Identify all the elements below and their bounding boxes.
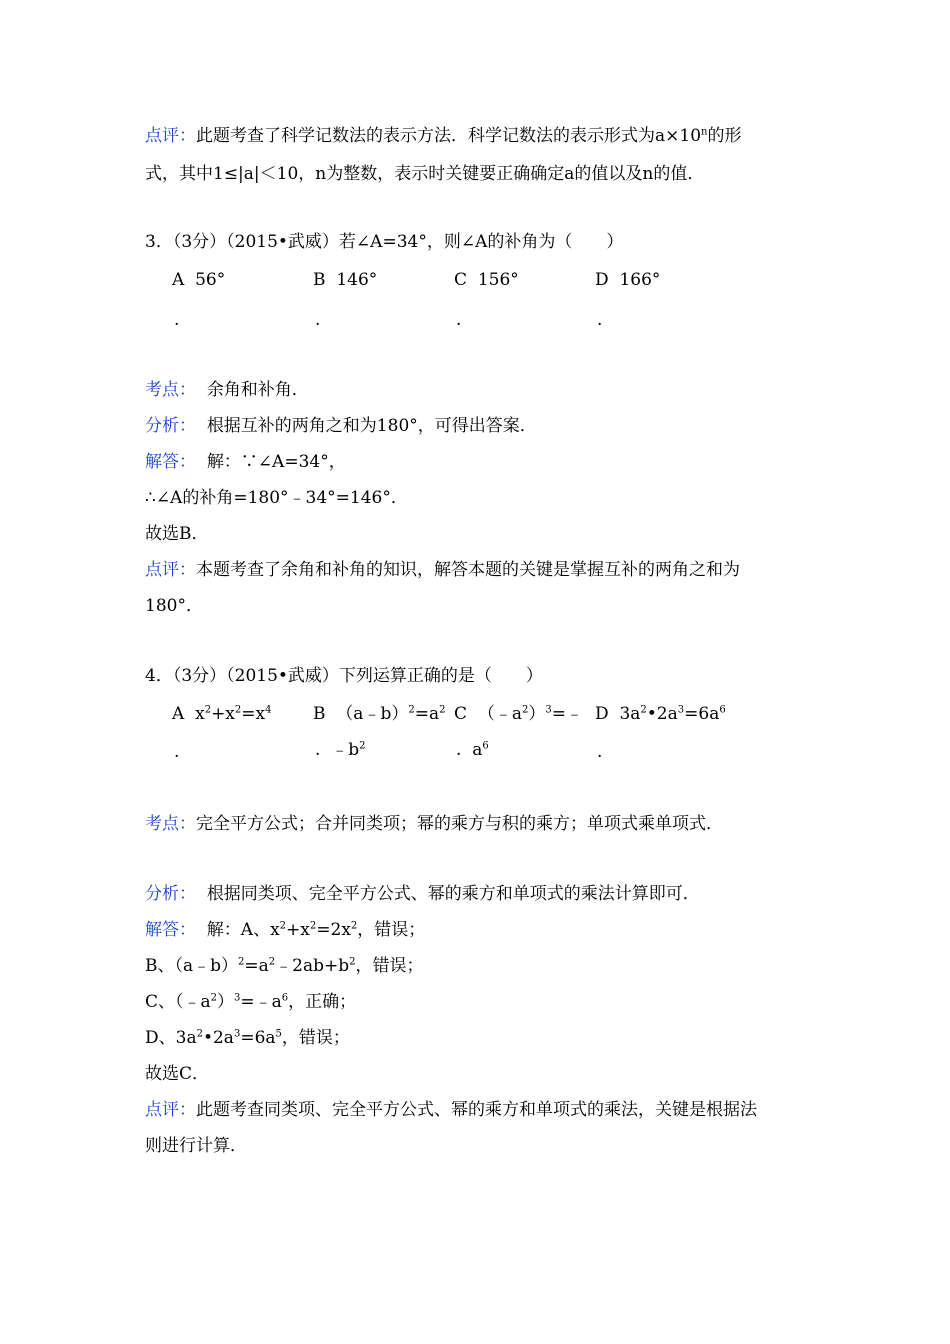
q4-point: 考点：完全平方公式；合并同类项；幂的乘方与积的乘方；单项式乘单项式． [145,814,723,834]
q4-review-line2: 则进行计算． [145,1136,247,1156]
q3-option-b: B 146° [313,270,378,290]
q4-option-d-dot: . [597,742,603,762]
q3-answer-line1: 解答： 解：∵∠A=34°， [145,452,346,472]
q4-answer-line1: 解答： 解：A、$x^2+x^2=2x^2$，错误； [145,920,426,940]
q3-analysis: 分析： 根据互补的两角之和为180°，可得出答案． [145,416,537,436]
q3-option-a-dot: . [174,310,180,330]
review-text: 此题考查了科学记数法的表示方法．科学记数法的表示形式为a×10 [196,126,702,146]
q3-review-line1: 点评：本题考查了余角和补角的知识，解答本题的关键是掌握互补的两角之和为 [145,560,740,580]
q2-review-line2: 式，其中1≤|a|＜10，n为整数，表示时关键要正确确定a的值以及n的值． [145,164,705,184]
q3-option-a: A 56° [172,270,226,290]
q4-answer-line3: C、$(﹣a^2)^3=﹣a^6$，正确； [145,992,357,1012]
q3-option-d: D 166° [595,270,661,290]
q4-option-c: C $(﹣a^2)^3=﹣$ [454,704,583,724]
q4-option-a: A $x^2+x^2=x^4$ [172,704,272,724]
q4-option-d: D $3a^2•2a^3=6a^6$ [595,704,726,724]
q4-option-c-cont: . $a^6$ [456,740,489,760]
q4-answer-line5: 故选C． [145,1064,210,1084]
q4-answer-line2: B、$(a﹣b)^2=a^2﹣2ab+b^2$，错误； [145,956,424,976]
q4-option-b: B $(a﹣b)^2=a^2$ [313,704,446,724]
q2-review-line1: 点评：此题考查了科学记数法的表示方法．科学记数法的表示形式为$a\times 10^n$的形 [145,126,742,146]
q3-answer-line2: ∴∠A的补角=180°﹣34°=146°． [145,488,408,508]
q4-option-a-dot: . [174,742,180,762]
q4-review-line1: 点评：此题考查同类项、完全平方公式、幂的乘方和单项式的乘法，关键是根据法 [145,1100,757,1120]
q4-analysis: 分析： 根据同类项、完全平方公式、幂的乘方和单项式的乘法计算即可． [145,884,700,904]
q4-answer-line4: D、$3a^2•2a^3=6a^5$，错误； [145,1028,350,1048]
review-label: 点评： [145,126,196,146]
q4-option-b-cont: . $﹣b^2$ [315,740,366,760]
q3-point: 考点： 余角和补角． [145,380,309,400]
q3-option-c-dot: . [456,310,462,330]
q3-option-d-dot: . [597,310,603,330]
q3-review-line2: 180°． [145,596,203,616]
q4-stem: 4．（3分）（2015•武威）下列运算正确的是（ ） [145,666,543,686]
q3-option-b-dot: . [315,310,321,330]
q3-answer-line3: 故选B． [145,524,209,544]
q3-stem: 3．（3分）（2015•武威）若∠A=34°，则∠A的补角为（ ） [145,232,624,252]
q3-option-c: C 156° [454,270,519,290]
